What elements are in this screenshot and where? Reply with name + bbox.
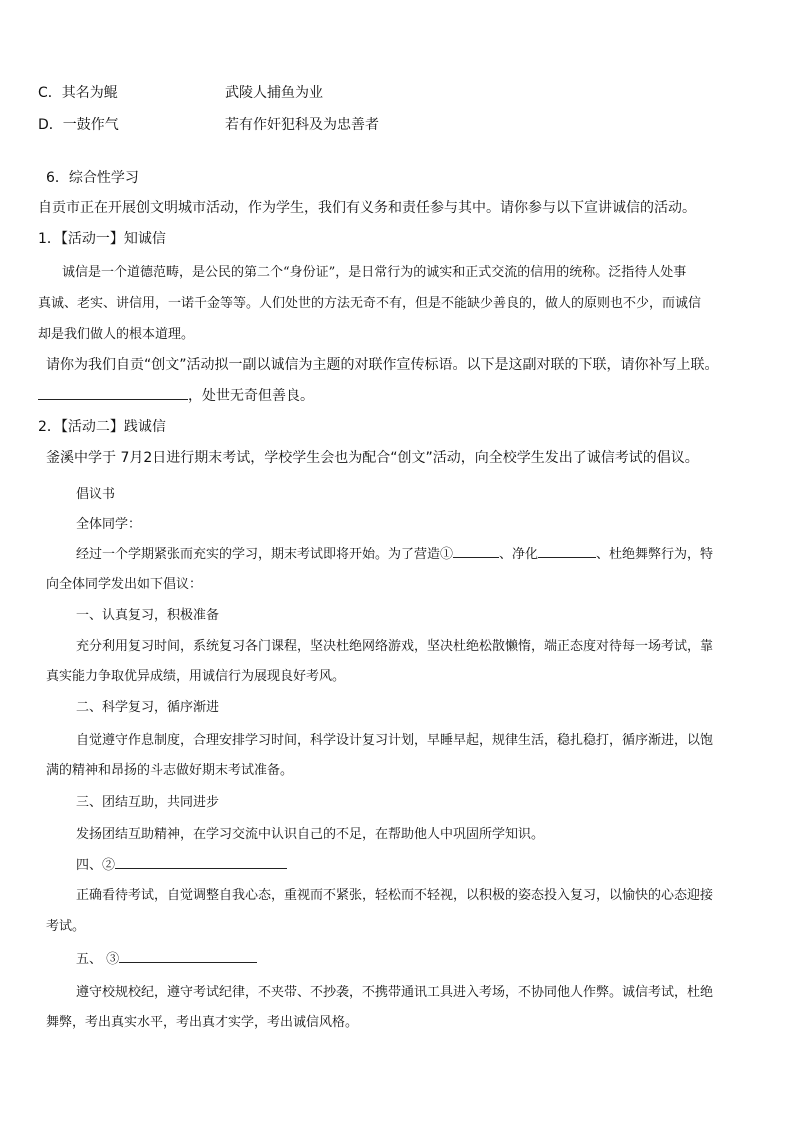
option-d (38, 114, 558, 134)
couplet-answer-blank[interactable] (38, 387, 188, 400)
option-d-text: 若有作奸犯科及为忠善者 (225, 117, 379, 133)
section2-line-1: 自觉遵守作息制度，合理安排学习时间，科学设计复习计划，早睡早起，规律生活，稳扎稳打，循序渐进，以饱 (76, 733, 714, 748)
couplet-answer-suffix: ，处世无奇但善良。 (188, 388, 314, 404)
section5-line-1: 遵守校规校纪，遵守考试纪律，不夹带、不抄袭，不携带通讯工具进入考场，不协同他人作弊。诚信考试，杜绝 (76, 985, 714, 1000)
section1-line-2: 真实能力争取优异成绩，用诚信行为展现良好考风。 (46, 669, 346, 684)
section1-line-1: 充分利用复习时间，系统复习各门课程，坚决杜绝网络游戏，坚决杜绝松散懒惰，端正态度对待每一场考试，靠 (76, 639, 714, 654)
section4-title: 四、② (76, 858, 116, 873)
q6-intro: 自贡市正在开展创文明城市活动，作为学生，我们有义务和责任参与其中。请你参与以下宣讲诚信的活动。 (38, 200, 696, 216)
blank-3[interactable] (119, 950, 257, 963)
blank-2[interactable] (115, 856, 287, 869)
letter-salutation: 全体同学： (76, 517, 142, 532)
letter-title: 倡议书 (76, 487, 116, 502)
activity1-passage-line-2: 真诚、老实、讲信用，一诺千金等等。人们处世的方法无奇不有，但是不能缺少善良的，做人的原则也不少，而诚信 (38, 296, 702, 311)
letter-opening-line-1 (76, 543, 713, 562)
section5-line-2: 舞弊，考出真实水平，考出真才实学，考出诚信风格。 (46, 1015, 359, 1030)
opening-part-a: 经过一个学期紧张而充实的学习，期末考试即将开始。为了营造① (76, 547, 454, 562)
activity1-heading: 1．【活动一】知诚信 (38, 231, 166, 247)
section5-title: 五、 ③ (76, 952, 120, 967)
section3-line-1: 发扬团结互助精神，在学习交流中认识自己的不足，在帮助他人中巩固所学知识。 (76, 827, 545, 842)
section4-title-line (76, 854, 287, 873)
activity2-heading: 2．【活动二】践诚信 (38, 419, 166, 435)
section4-line-1: 正确看待考试，自觉调整自我心态，重视而不紧张，轻松而不轻视，以积极的姿态投入复习，以愉快的心态迎接 (76, 888, 714, 903)
option-c-text: 武陵人捕鱼为业 (225, 85, 323, 101)
section2-line-2: 满的精神和昂扬的斗志做好期末考试准备。 (46, 763, 294, 778)
letter-opening-line-2: 向全体同学发出如下倡议： (46, 577, 203, 592)
section5-title-line (76, 948, 257, 967)
option-c-label: C．其名为鲲 (38, 85, 118, 101)
activity1-passage-line-3: 却是我们做人的根本道理。 (38, 327, 195, 342)
option-d-label: D．一鼓作气 (38, 117, 119, 133)
section4-line-2: 考试。 (46, 919, 86, 934)
section1-title: 一、认真复习，积极准备 (76, 608, 220, 623)
activity1-passage-line-1: 诚信是一个道德范畴，是公民的第二个“身份证”，是日常行为的诚实和正式交流的信用的统称。泛指待人处事 (62, 265, 687, 280)
option-c (38, 82, 558, 102)
section3-title: 三、团结互助，共同进步 (76, 795, 220, 810)
opening-part-c: 、杜绝舞弊行为，特 (596, 547, 714, 562)
activity1-task: 请你为我们自贡“创文”活动拟一副以诚信为主题的对联作宣传标语。以下是这副对联的下联，请你补写上联。 (46, 357, 719, 373)
couplet-answer-line (38, 385, 314, 405)
q6-heading: 6．综合性学习 (46, 170, 139, 186)
activity2-intro: 釜溪中学于 7月2日进行期末考试，学校学生会也为配合“创文”活动，向全校学生发出了诚信考试的倡议。 (46, 450, 699, 466)
opening-part-b: 、净化 (499, 547, 539, 562)
section2-title: 二、科学复习，循序渐进 (76, 700, 220, 715)
blank-1[interactable] (453, 545, 499, 558)
blank-1b[interactable] (538, 545, 596, 558)
